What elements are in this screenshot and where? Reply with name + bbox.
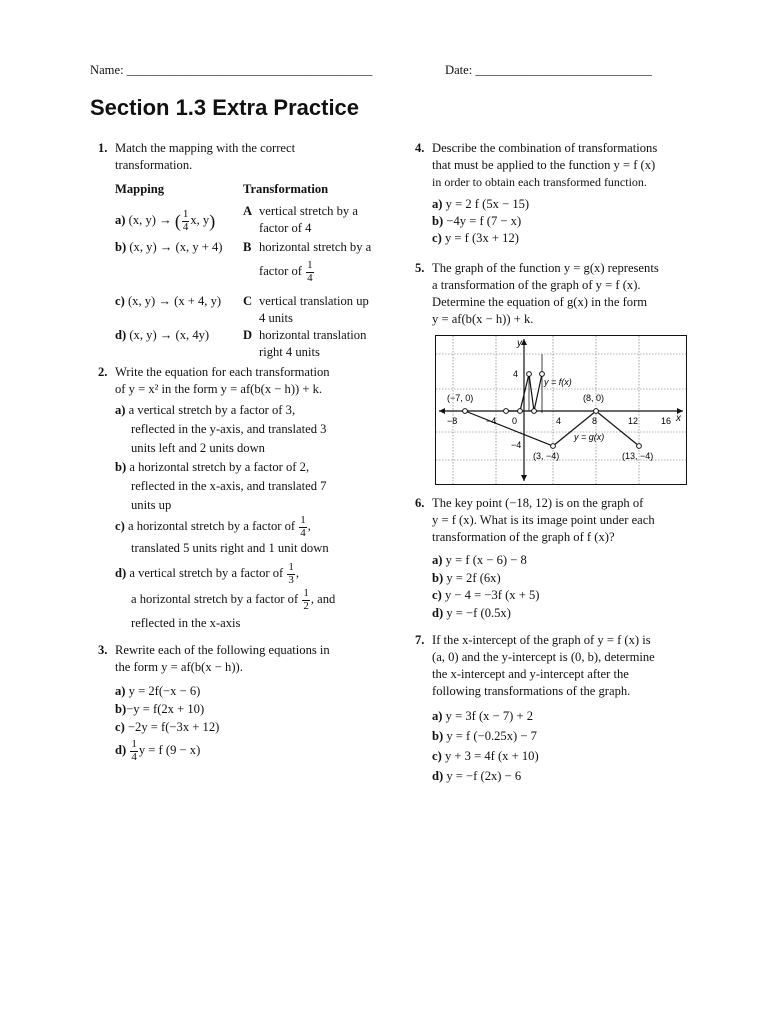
option-B: horizontal stretch by a factor of $\frac{1}{4}$ [259, 240, 372, 284]
q4-prompt-line: in order to obtain each transformed function. [432, 175, 647, 189]
q3-part-c: c) −2y = f(−3x + 12) [115, 720, 220, 734]
y-axis-label: y [517, 338, 522, 349]
q6-prompt-line: y = f (x). What is its image point under each [432, 513, 655, 527]
q2-part-a: a) a vertical stretch by a factor of 3, reflected in the y-axis, and translated 3 units left and 2 units down [115, 403, 327, 455]
q4-prompt-line: Describe the combination of transformations [432, 141, 658, 155]
f-label: y = f(x) [544, 377, 572, 387]
name-line[interactable]: _______________________________________ [126, 63, 373, 77]
question-number: 6. [415, 496, 425, 510]
question-1 [98, 140, 398, 361]
question-3 [98, 642, 398, 763]
q1-prompt-line: Match the mapping with the correct [115, 141, 296, 155]
mapping-b: b) (x, y) → (x, y + 4) [115, 240, 223, 254]
option-C: vertical translation up 4 units [259, 294, 369, 325]
q6-part-a: a) y = f (x − 6) − 8 [432, 553, 527, 567]
q7-part-c: c) y + 3 = 4f (x + 10) [432, 749, 539, 763]
q3-part-a: a) y = 2f(−x − 6) [115, 684, 201, 698]
q6-prompt-line: The key point (−18, 12) is on the graph of [432, 496, 644, 510]
point-marker [551, 444, 556, 449]
question-number: 2. [98, 365, 108, 379]
date-field[interactable] [445, 62, 652, 79]
question-number: 1. [98, 141, 108, 155]
q2-part-c: c) a horizontal stretch by a factor of $\frac{1}{4}$ , translated 5 units right and 1 unit down [115, 514, 329, 556]
page-title: Section 1.3 Extra Practice [90, 95, 360, 120]
tick-label: −8 [447, 416, 458, 426]
date-line[interactable]: ____________________________ [475, 63, 652, 77]
name-field[interactable] [90, 62, 372, 79]
point-marker [527, 372, 532, 377]
q3-part-d: d) $\frac{1}{4}$ y = f (9 − x) [115, 738, 201, 763]
point-marker [637, 444, 642, 449]
q4-prompt-line: that must be applied to the function y = f (x) [432, 158, 656, 172]
q6-part-b: b) y = 2f (6x) [432, 570, 501, 585]
option-B-label: B [243, 240, 252, 254]
q5-prompt-line: a transformation of the graph of y = f (x). [432, 278, 641, 292]
q5-prompt-line: The graph of the function y = g(x) represents [432, 261, 659, 275]
col-mapping: Mapping [115, 182, 164, 196]
q5-prompt-line: Determine the equation of g(x) in the form [432, 295, 648, 309]
q1-prompt-line: transformation. [115, 158, 193, 172]
point-label: (3, −4) [533, 451, 560, 461]
point-marker [540, 372, 545, 377]
q6-part-c: c) y − 4 = −3f (x + 5) [432, 588, 540, 602]
question-4 [415, 140, 705, 247]
q3-prompt-line: Rewrite each of the following equations in [115, 643, 330, 657]
q7-part-a: a) y = 3f (x − 7) + 2 [432, 709, 534, 723]
q7-prompt-line: (a, 0) and the y-intercept is (0, b), determine [432, 650, 655, 664]
name-label: Name: [90, 63, 124, 77]
x-axis-label: x [676, 413, 681, 424]
point-marker [504, 409, 509, 414]
tick-label: 4 [513, 369, 519, 379]
point-label: (13, −4) [622, 451, 654, 461]
question-2 [98, 364, 398, 633]
mapping-a: a) (x, y) → ( $\frac{1}{4}$ x, y) [115, 208, 216, 233]
q7-prompt-line: the x-intercept and y-intercept after the [432, 667, 629, 681]
point-marker [532, 409, 537, 414]
q2-prompt-line: Write the equation for each transformation [115, 365, 330, 379]
point-label: (8, 0) [583, 393, 605, 403]
col-transformation: Transformation [243, 182, 329, 196]
question-5 [415, 260, 705, 328]
option-A: vertical stretch by a factor of 4 [259, 204, 358, 235]
q7-prompt-line: If the x-intercept of the graph of y = f (x) is [432, 633, 651, 647]
q4-part-c: c) y = f (3x + 12) [432, 231, 519, 246]
tick-label: −4 [511, 440, 522, 450]
point-marker [594, 409, 599, 414]
tick-label: 16 [661, 416, 672, 426]
graph-frame [436, 336, 687, 485]
option-D-label: D [243, 328, 253, 342]
q2-part-d: d) a vertical stretch by a factor of $\frac{1}{3}$ , a horizontal stretch by a factor of $\frac{1}{2}$ , and reflected in the x-axis [115, 561, 336, 631]
date-label: Date: [445, 63, 473, 77]
point-marker [463, 409, 468, 414]
point-marker [518, 409, 523, 414]
tick-label: −4 [486, 416, 497, 426]
question-7 [415, 632, 705, 786]
option-D: horizontal translation right 4 units [259, 328, 367, 359]
q6-part-d: d) y = −f (0.5x) [432, 605, 511, 620]
tick-label: 8 [592, 416, 598, 426]
q7-part-d: d) y = −f (2x) − 6 [432, 769, 522, 783]
mapping-table [115, 181, 371, 361]
q7-part-b: b) y = f (−0.25x) − 7 [432, 729, 537, 743]
transformation-graph [435, 335, 687, 490]
tick-label: 4 [556, 416, 562, 426]
option-C-label: C [243, 294, 253, 308]
question-number: 4. [415, 141, 425, 155]
question-6 [415, 495, 705, 622]
q5-prompt-line: y = af(b(x − h)) + k. [432, 312, 534, 326]
mapping-c: c) (x, y) → (x + 4, y) [115, 294, 222, 308]
question-number: 7. [415, 633, 425, 647]
tick-label: 0 [512, 416, 518, 426]
tick-label: 12 [628, 416, 639, 426]
q2-part-b: b) a horizontal stretch by a factor of 2, reflected in the x-axis, and translated 7 units up [115, 460, 327, 512]
question-number: 3. [98, 643, 108, 657]
g-label: y = g(x) [574, 432, 605, 442]
q6-prompt-line: transformation of the graph of f (x)? [432, 530, 615, 544]
q3-part-b: b)−y = f(2x + 10) [115, 702, 205, 716]
q2-prompt-line: of y = x² in the form y = af(b(x − h)) + k. [115, 382, 323, 396]
question-number: 5. [415, 261, 425, 275]
q3-prompt-line: the form y = af(b(x − h)). [115, 660, 243, 674]
point-label: (−7, 0) [447, 393, 474, 403]
option-A-label: A [243, 204, 253, 218]
q4-part-b: b) −4y = f (7 − x) [432, 214, 522, 229]
mapping-d: d) (x, y) → (x, 4y) [115, 328, 210, 342]
q4-part-a: a) y = 2 f (5x − 15) [432, 197, 530, 212]
q7-prompt-line: following transformations of the graph. [432, 684, 631, 698]
